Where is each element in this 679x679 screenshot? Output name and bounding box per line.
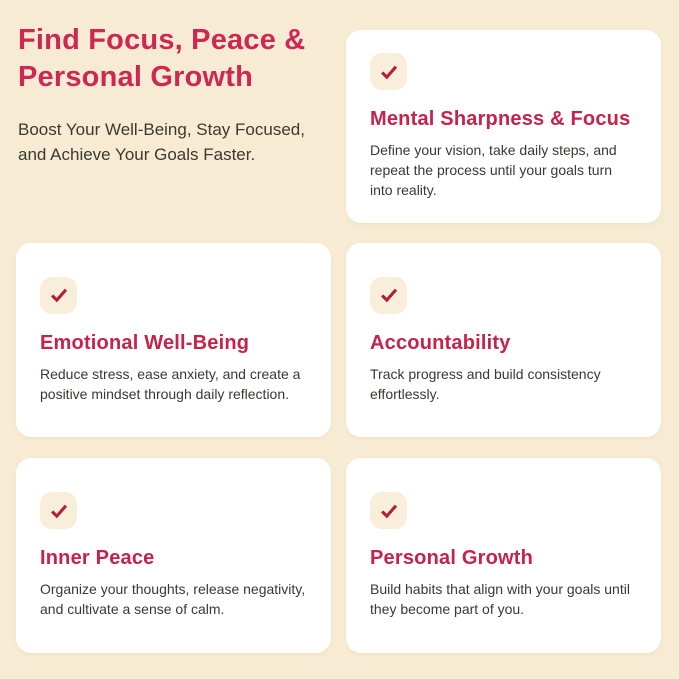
- check-icon: [378, 61, 400, 83]
- check-badge: [40, 492, 77, 529]
- page-subtitle: Boost Your Well-Being, Stay Focused, and Achieve Your Goals Faster.: [18, 120, 305, 164]
- page-title: [18, 22, 330, 96]
- check-badge: [370, 53, 407, 90]
- feature-card-accountability: [346, 243, 661, 437]
- intro-block: [18, 22, 330, 167]
- check-badge: [370, 277, 407, 314]
- check-badge: [40, 277, 77, 314]
- card-description: Reduce stress, ease anxiety, and create a positive mindset through daily reflection.: [40, 365, 301, 402]
- feature-card-mental-sharpness: [346, 30, 661, 223]
- check-icon: [48, 284, 70, 306]
- page-title-line1: Find Focus, Peace &: [18, 24, 306, 56]
- feature-card-emotional-well-being: [16, 243, 331, 437]
- card-title: Emotional Well-Being: [40, 331, 250, 354]
- feature-card-personal-growth: [346, 458, 661, 653]
- card-description: Build habits that align with your goals until they become part of you.: [370, 581, 630, 617]
- check-badge: [370, 492, 407, 529]
- check-icon: [48, 500, 70, 522]
- card-description: Organize your thoughts, release negativity, and cultivate a sense of calm.: [40, 581, 306, 617]
- feature-card-inner-peace: [16, 458, 331, 653]
- card-description: Define your vision, take daily steps, and repeat the process until your goals turn into reality.: [370, 142, 617, 198]
- check-icon: [378, 284, 400, 306]
- card-title: Mental Sharpness & Focus: [370, 108, 631, 130]
- card-description: Track progress and build consistency effortlessly.: [370, 365, 601, 402]
- card-title: Inner Peace: [40, 547, 155, 569]
- check-icon: [378, 500, 400, 522]
- page-title-line2: Personal Growth: [18, 61, 254, 93]
- card-title: Accountability: [370, 331, 511, 354]
- card-title: Personal Growth: [370, 547, 534, 569]
